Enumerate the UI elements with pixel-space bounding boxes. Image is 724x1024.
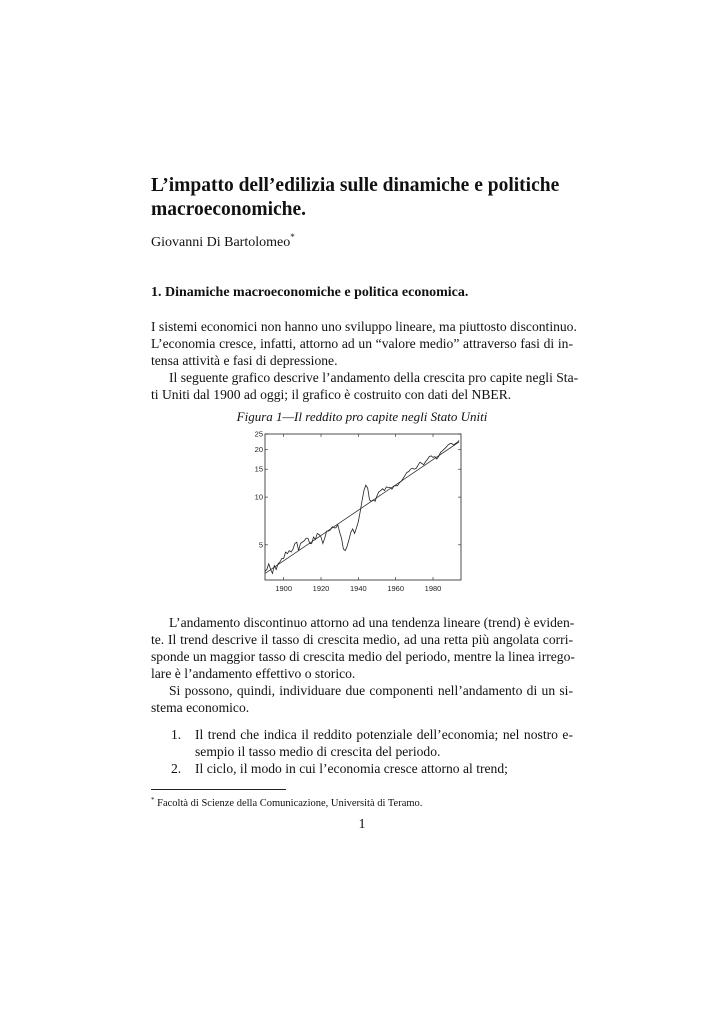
text-line: sempio il tasso medio di crescita del periodo.: [195, 744, 441, 759]
text-line: lare è l’andamento effettivo o storico.: [151, 666, 356, 681]
paragraph-3: [151, 614, 573, 682]
footnote-mark: *: [151, 796, 155, 804]
page-number: 1: [358, 817, 366, 832]
author-line: [151, 232, 295, 251]
author-name: Giovanni Di Bartolomeo: [151, 235, 291, 250]
x-tick-label: 1920: [312, 584, 330, 593]
y-tick-label: 20: [254, 444, 263, 454]
paper-title: L’impatto dell’edilizia sulle dinamiche e politiche macroeconomiche.: [151, 175, 560, 220]
text-line: Il seguente grafico descrive l’andamento della crescita pro capite negli Sta-: [169, 370, 579, 385]
text-line: sponde un maggior tasso di crescita medio del periodo, mentre la linea irrego-: [151, 649, 575, 664]
text-line: tensa attività e fasi di depressione.: [151, 353, 338, 368]
list-number: 1.: [171, 727, 182, 742]
text-line: ti Uniti dal 1900 ad oggi; il grafico è costruito con dati del NBER.: [151, 387, 512, 402]
x-tick-label: 1980: [424, 584, 442, 593]
paragraph-4: [151, 682, 573, 716]
y-tick-label: 5: [258, 540, 263, 550]
list-item: [171, 726, 573, 760]
text-line: L’andamento discontinuo attorno ad una tendenza lineare (trend) è eviden-: [169, 615, 575, 630]
text-line: Il ciclo, il modo in cui l’economia cresce attorno al trend;: [195, 761, 508, 776]
list-item: [171, 760, 573, 777]
list-number: 2.: [171, 761, 182, 776]
section-heading: 1. Dinamiche macroeconomiche e politica economica.: [151, 285, 469, 300]
x-tick-label: 1940: [349, 584, 367, 593]
footnote-divider: [151, 789, 286, 790]
x-tick-label: 1960: [387, 584, 405, 593]
y-tick-label: 25: [254, 429, 263, 439]
author-footnote-mark: *: [290, 232, 295, 242]
trend-line: [265, 442, 459, 574]
text-line: I sistemi economici non hanno uno sviluppo lineare, ma piuttosto discontinuo.: [151, 319, 577, 334]
footnote: [151, 796, 422, 809]
text-line: Il trend che indica il reddito potenziale dell’economia; nel nostro e-: [195, 727, 573, 742]
text-line: L’economia cresce, infatti, attorno ad un “valore medio” attraverso fasi di in-: [151, 336, 573, 351]
y-tick-label: 15: [254, 464, 263, 474]
text-line: Si possono, quindi, individuare due componenti nell’andamento di un si-: [169, 683, 573, 698]
paragraph-2: [151, 369, 579, 403]
text-line: stema economico.: [151, 700, 250, 715]
income-chart: [249, 428, 469, 598]
x-tick-label: 1900: [275, 584, 293, 593]
y-tick-label: 10: [254, 492, 263, 502]
component-list: [171, 726, 573, 777]
paragraph-1: [151, 318, 577, 369]
figure-caption: Figura 1—Il reddito pro capite negli Stato Uniti: [236, 409, 488, 424]
footnote-text: Facoltà di Scienze della Comunicazione, Università di Teramo.: [157, 798, 423, 809]
text-line: te. Il trend descrive il tasso di crescita medio, ad una retta più angolata corri-: [151, 632, 573, 647]
